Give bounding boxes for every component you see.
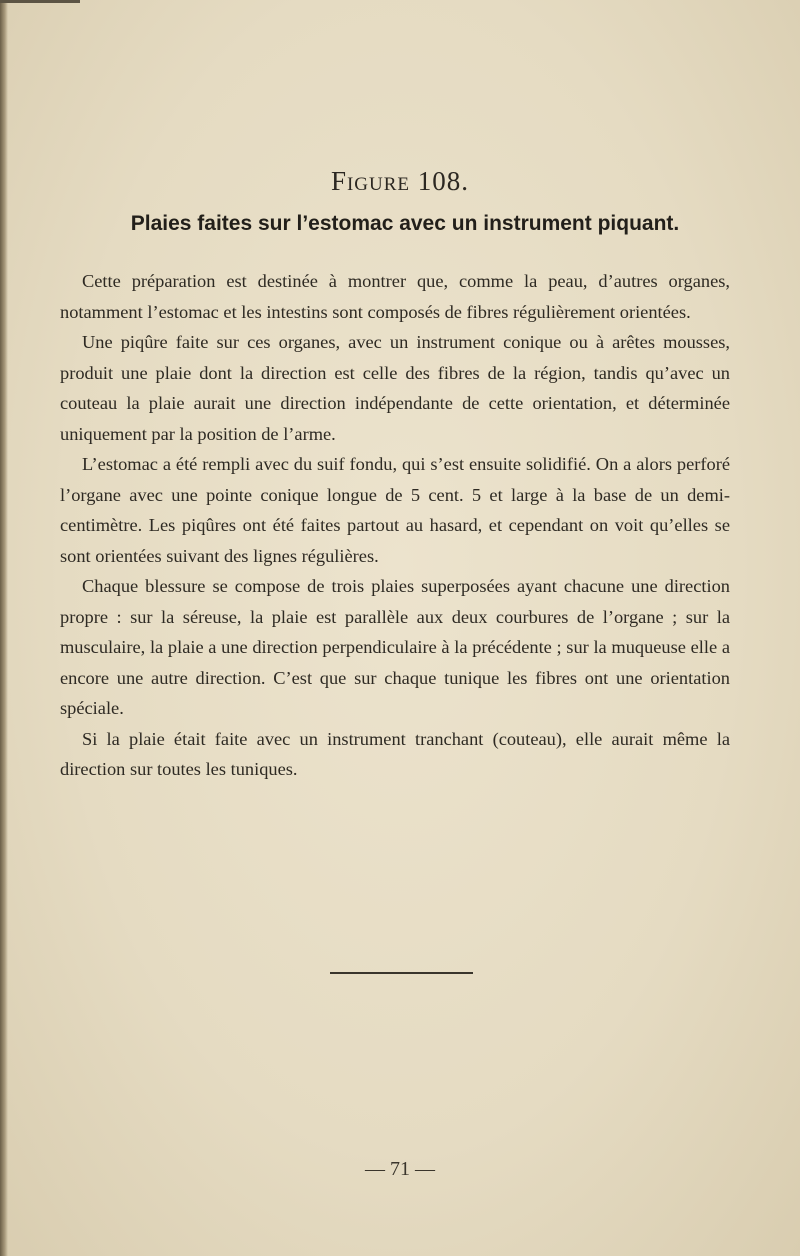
paragraph-4: Chaque blessure se compose de trois plaies superposées ayant chacune une direction propre : sur la séreuse, la plaie est parallèle aux deux courbures de l’organe ; sur la musculaire, la plaie a une direction perpendiculaire à la précédente ; sur la muqueuse elle a encore une autre direction. C’est que sur chaque tunique les fibres ont une orientation spéciale. bbox=[60, 576, 730, 718]
page-top-edge bbox=[0, 0, 80, 3]
paragraph-3: L’estomac a été rempli avec du suif fondu, qui s’est ensuite solidifié. On a alors perforé l’organe avec une pointe conique longue de 5 cent. 5 et large à la base de un demi-centimètre. Les piqûres ont été faites partout au hasard, et cependant on voit qu’elles se sont orientées suivant des lignes régulières. bbox=[60, 454, 730, 566]
paragraph-5: Si la plaie était faite avec un instrument tranchant (couteau), elle aurait même la direction sur toutes les tuniques. bbox=[60, 728, 730, 779]
paragraph-2: Une piqûre faite sur ces organes, avec un instrument conique ou à arêtes mousses, produit une plaie dont la direction est celle des fibres de la région, tandis qu’avec un couteau la plaie aurait une direction indépendante de cette orientation, et déterminée uniquement par la position de l’arme. bbox=[60, 332, 730, 444]
paragraph-1: Cette préparation est destinée à montrer que, comme la peau, d’autres organes, notamment l’estomac et les intestins sont composés de fibres régulièrement orientées. bbox=[60, 271, 730, 322]
horizontal-rule bbox=[330, 972, 473, 974]
page-number: — 71 — bbox=[365, 1158, 435, 1180]
body-text bbox=[60, 266, 730, 785]
figure-label: Figure 108. bbox=[330, 166, 470, 196]
section-title: Plaies faites sur l’estomac avec un instrument piquant. bbox=[130, 212, 680, 235]
